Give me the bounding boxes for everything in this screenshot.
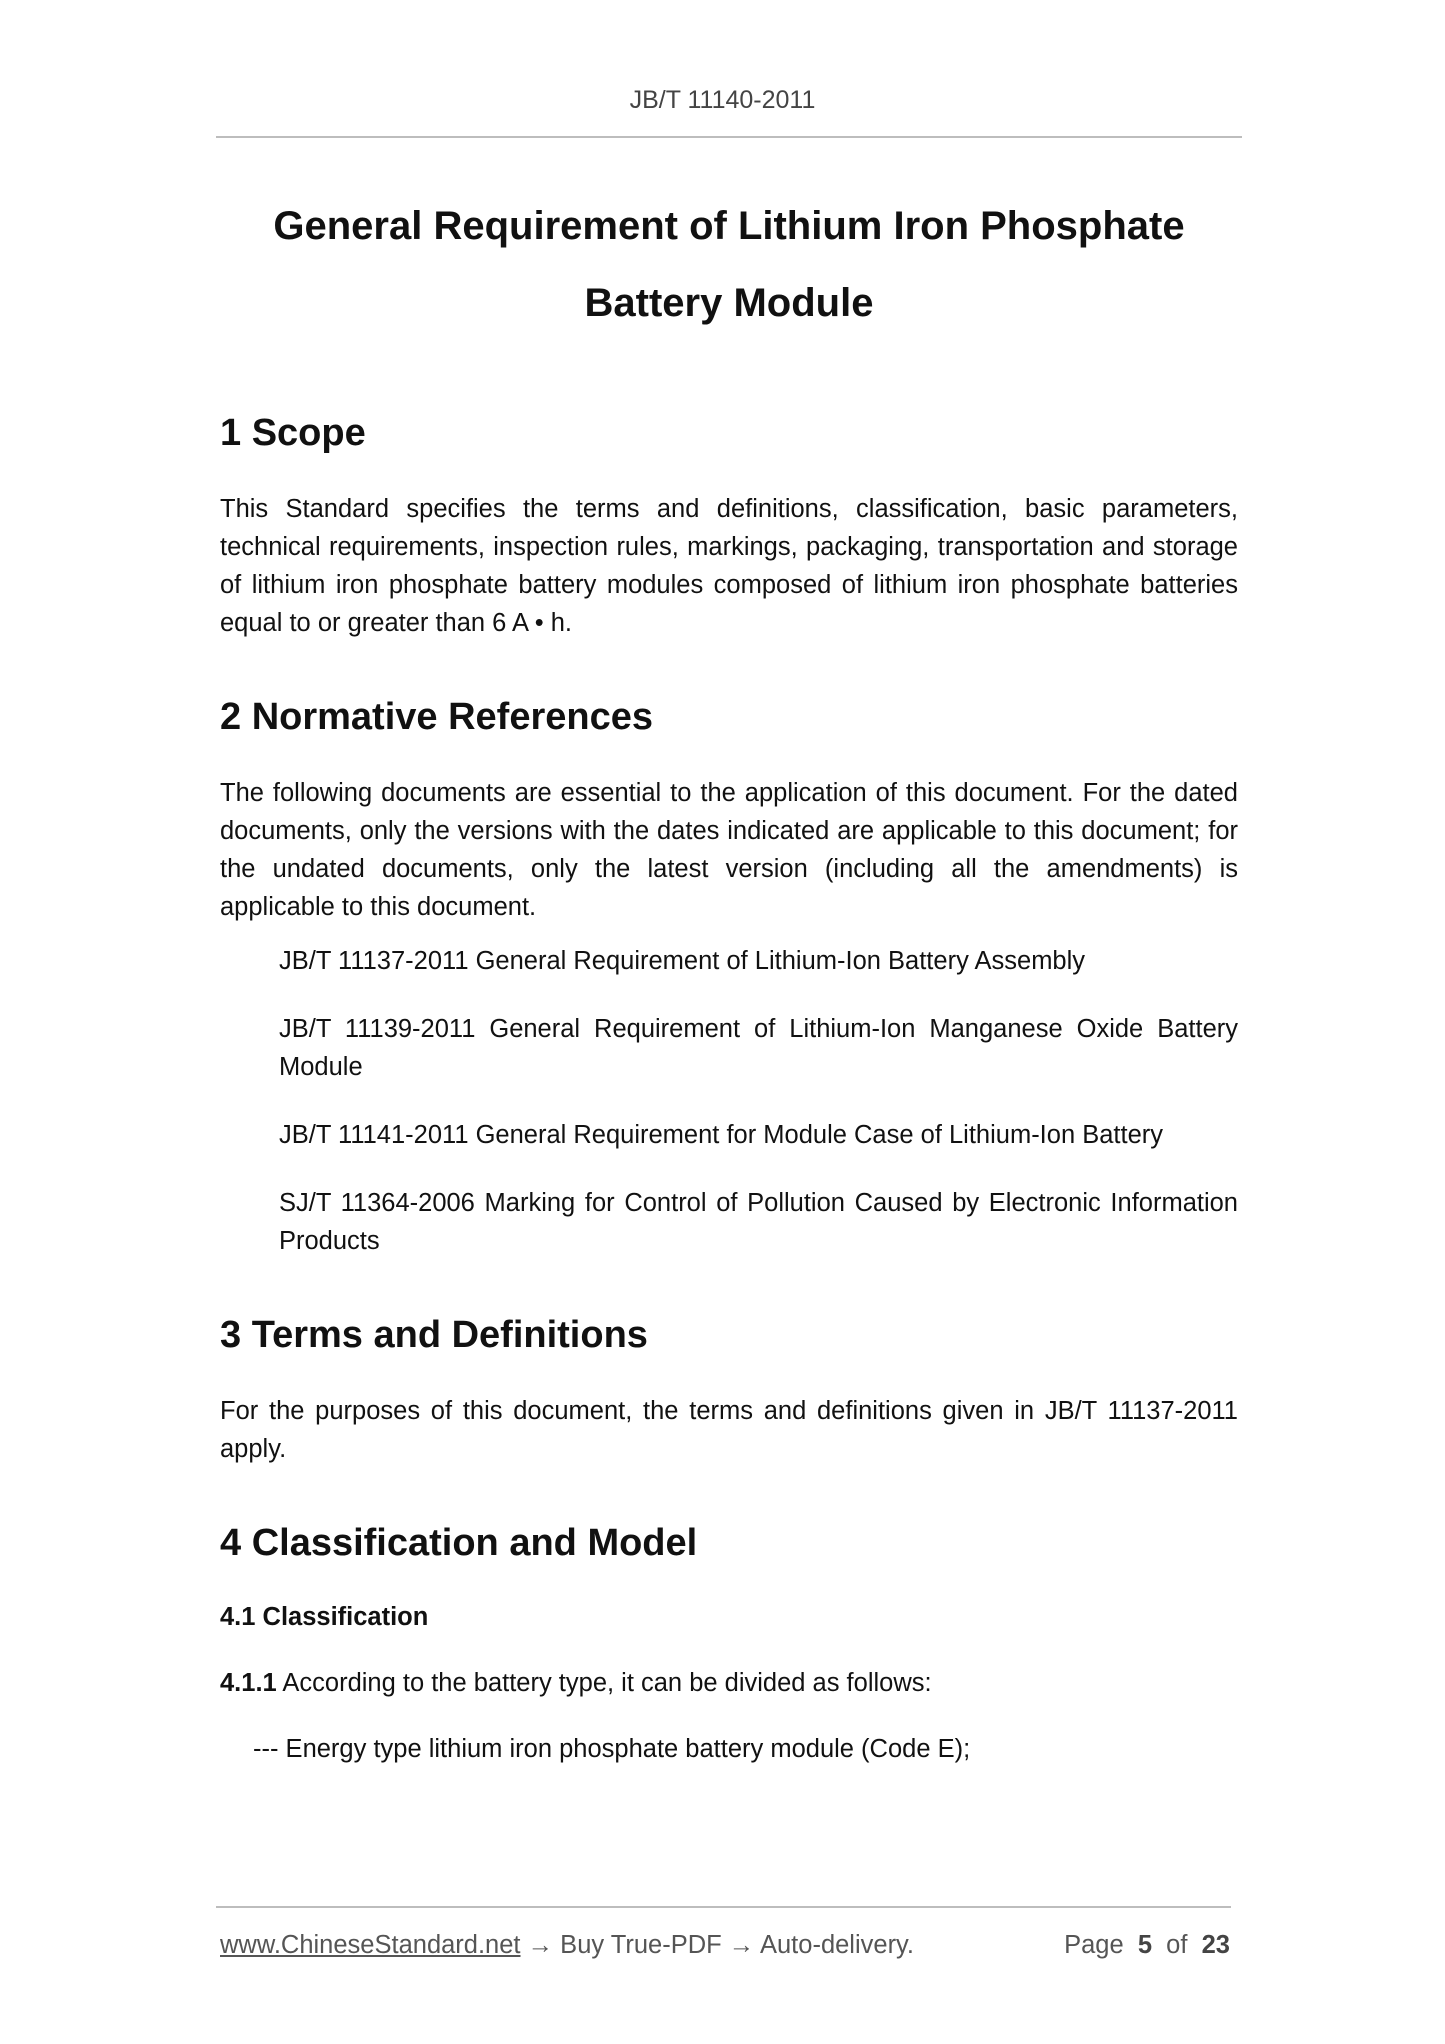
reference-item: JB/T 11137-2011 General Requirement of Lithium-Ion Battery Assembly bbox=[279, 947, 1086, 975]
reference-item: SJ/T 11364-2006 Marking for Control of Pollution Caused by Electronic Information Products bbox=[279, 1189, 1238, 1255]
subsection-heading-classification: 4.1 Classification bbox=[220, 1603, 429, 1631]
section-heading-classification: 4 Classification and Model bbox=[220, 1522, 698, 1564]
reference-item: JB/T 11141-2011 General Requirement for Module Case of Lithium-Ion Battery bbox=[279, 1121, 1163, 1149]
header-divider bbox=[216, 136, 1242, 138]
of-label: of bbox=[1166, 1931, 1188, 1959]
reference-list bbox=[220, 942, 1238, 1260]
document-title bbox=[216, 188, 1242, 342]
page-footer bbox=[220, 1926, 1230, 1964]
website-link[interactable]: www.ChineseStandard.net bbox=[220, 1931, 521, 1959]
document-number-header: JB/T 11140-2011 bbox=[629, 86, 816, 114]
clause-4-1-1 bbox=[220, 1664, 1238, 1702]
total-page-number: 23 bbox=[1201, 1931, 1230, 1959]
clause-text: According to the battery type, it can be divided as follows: bbox=[276, 1669, 932, 1697]
title-line-2: Battery Module bbox=[584, 281, 874, 325]
page-label: Page bbox=[1064, 1931, 1124, 1959]
reference-item: JB/T 11139-2011 General Requirement of Lithium-Ion Manganese Oxide Battery Module bbox=[279, 1015, 1238, 1081]
clause-number: 4.1.1 bbox=[220, 1669, 277, 1697]
footer-divider bbox=[216, 1906, 1231, 1908]
section-heading-references: 2 Normative References bbox=[220, 696, 653, 738]
section-heading-terms: 3 Terms and Definitions bbox=[220, 1314, 648, 1356]
document-body bbox=[220, 400, 1238, 1768]
dash-list-item: --- Energy type lithium iron phosphate battery module (Code E); bbox=[253, 1735, 971, 1763]
scope-paragraph: This Standard specifies the terms and definitions, classification, basic parameters, technical requirements, inspection rules, markings, packaging, transportation and storage of lithium iron phosphate battery modules composed of lithium iron phosphate batteries equal to or greater than 6 A • h. bbox=[220, 495, 1238, 637]
terms-paragraph: For the purposes of this document, the terms and definitions given in JB/T 11137-2011 apply. bbox=[220, 1397, 1238, 1463]
footer-tagline: → Buy True-PDF → Auto-delivery. bbox=[520, 1931, 914, 1959]
page-indicator bbox=[1064, 1926, 1230, 1964]
current-page-number: 5 bbox=[1137, 1931, 1152, 1959]
references-paragraph: The following documents are essential to the application of this document. For the dated documents, only the versions with the dates indicated are applicable to this document; for the undated documents, only the latest version (including all the amendments) is applicable to this document. bbox=[220, 779, 1238, 921]
section-heading-scope: 1 Scope bbox=[220, 412, 366, 454]
title-line-1: General Requirement of Lithium Iron Phosphate bbox=[273, 204, 1185, 248]
